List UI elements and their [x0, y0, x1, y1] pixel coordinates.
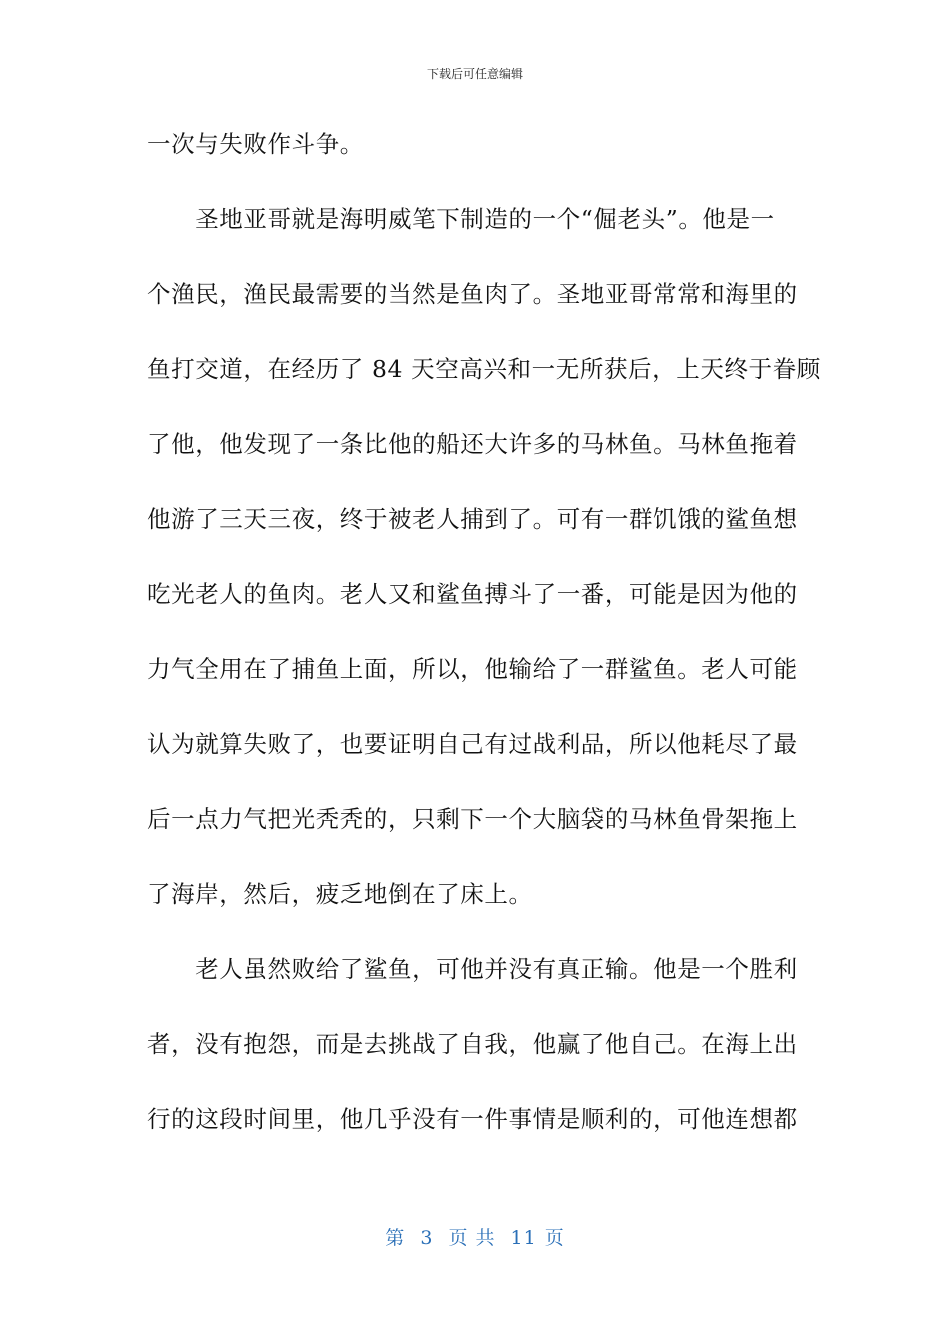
text-line: 认为就算失败了，也要证明自己有过战利品，所以他耗尽了最 — [147, 730, 798, 758]
current-page-number: 3 — [420, 1227, 434, 1249]
footer-middle: 页 共 — [448, 1227, 496, 1249]
page-header: 下载后可任意编辑 — [426, 67, 523, 81]
text-line: 了海岸，然后，疲乏地倒在了床上。 — [147, 880, 533, 908]
footer-prefix: 第 — [385, 1227, 406, 1249]
text-line: 他游了三天三夜，终于被老人捕到了。可有一群饥饿的鲨鱼想 — [147, 505, 798, 533]
page-footer — [0, 1224, 950, 1252]
text-line: 后一点力气把光秃秃的，只剩下一个大脑袋的马林鱼骨架拖上 — [147, 805, 798, 833]
text-line: 鱼打交道，在经历了 84 天空高兴和一无所获后，上天终于眷顾 — [147, 355, 821, 383]
text-line: 吃光老人的鱼肉。老人又和鲨鱼搏斗了一番，可能是因为他的 — [147, 580, 798, 608]
footer-suffix: 页 — [544, 1227, 565, 1249]
text-line: 圣地亚哥就是海明威笔下制造的一个“倔老头”。他是一 — [147, 205, 775, 233]
text-line: 力气全用在了捕鱼上面，所以，他输给了一群鲨鱼。老人可能 — [147, 655, 798, 683]
text-line: 老人虽然败给了鲨鱼，可他并没有真正输。他是一个胜利 — [147, 955, 798, 983]
text-line: 个渔民，渔民最需要的当然是鱼肉了。圣地亚哥常常和海里的 — [147, 280, 798, 308]
text-line: 了他，他发现了一条比他的船还大许多的马林鱼。马林鱼拖着 — [147, 430, 798, 458]
total-page-count: 11 — [510, 1227, 537, 1249]
text-line: 一次与失败作斗争。 — [147, 130, 364, 158]
document-body — [147, 120, 821, 1170]
text-line: 行的这段时间里，他几乎没有一件事情是顺利的，可他连想都 — [147, 1105, 798, 1133]
text-line: 者，没有抱怨，而是去挑战了自我，他赢了他自己。在海上出 — [147, 1030, 798, 1058]
